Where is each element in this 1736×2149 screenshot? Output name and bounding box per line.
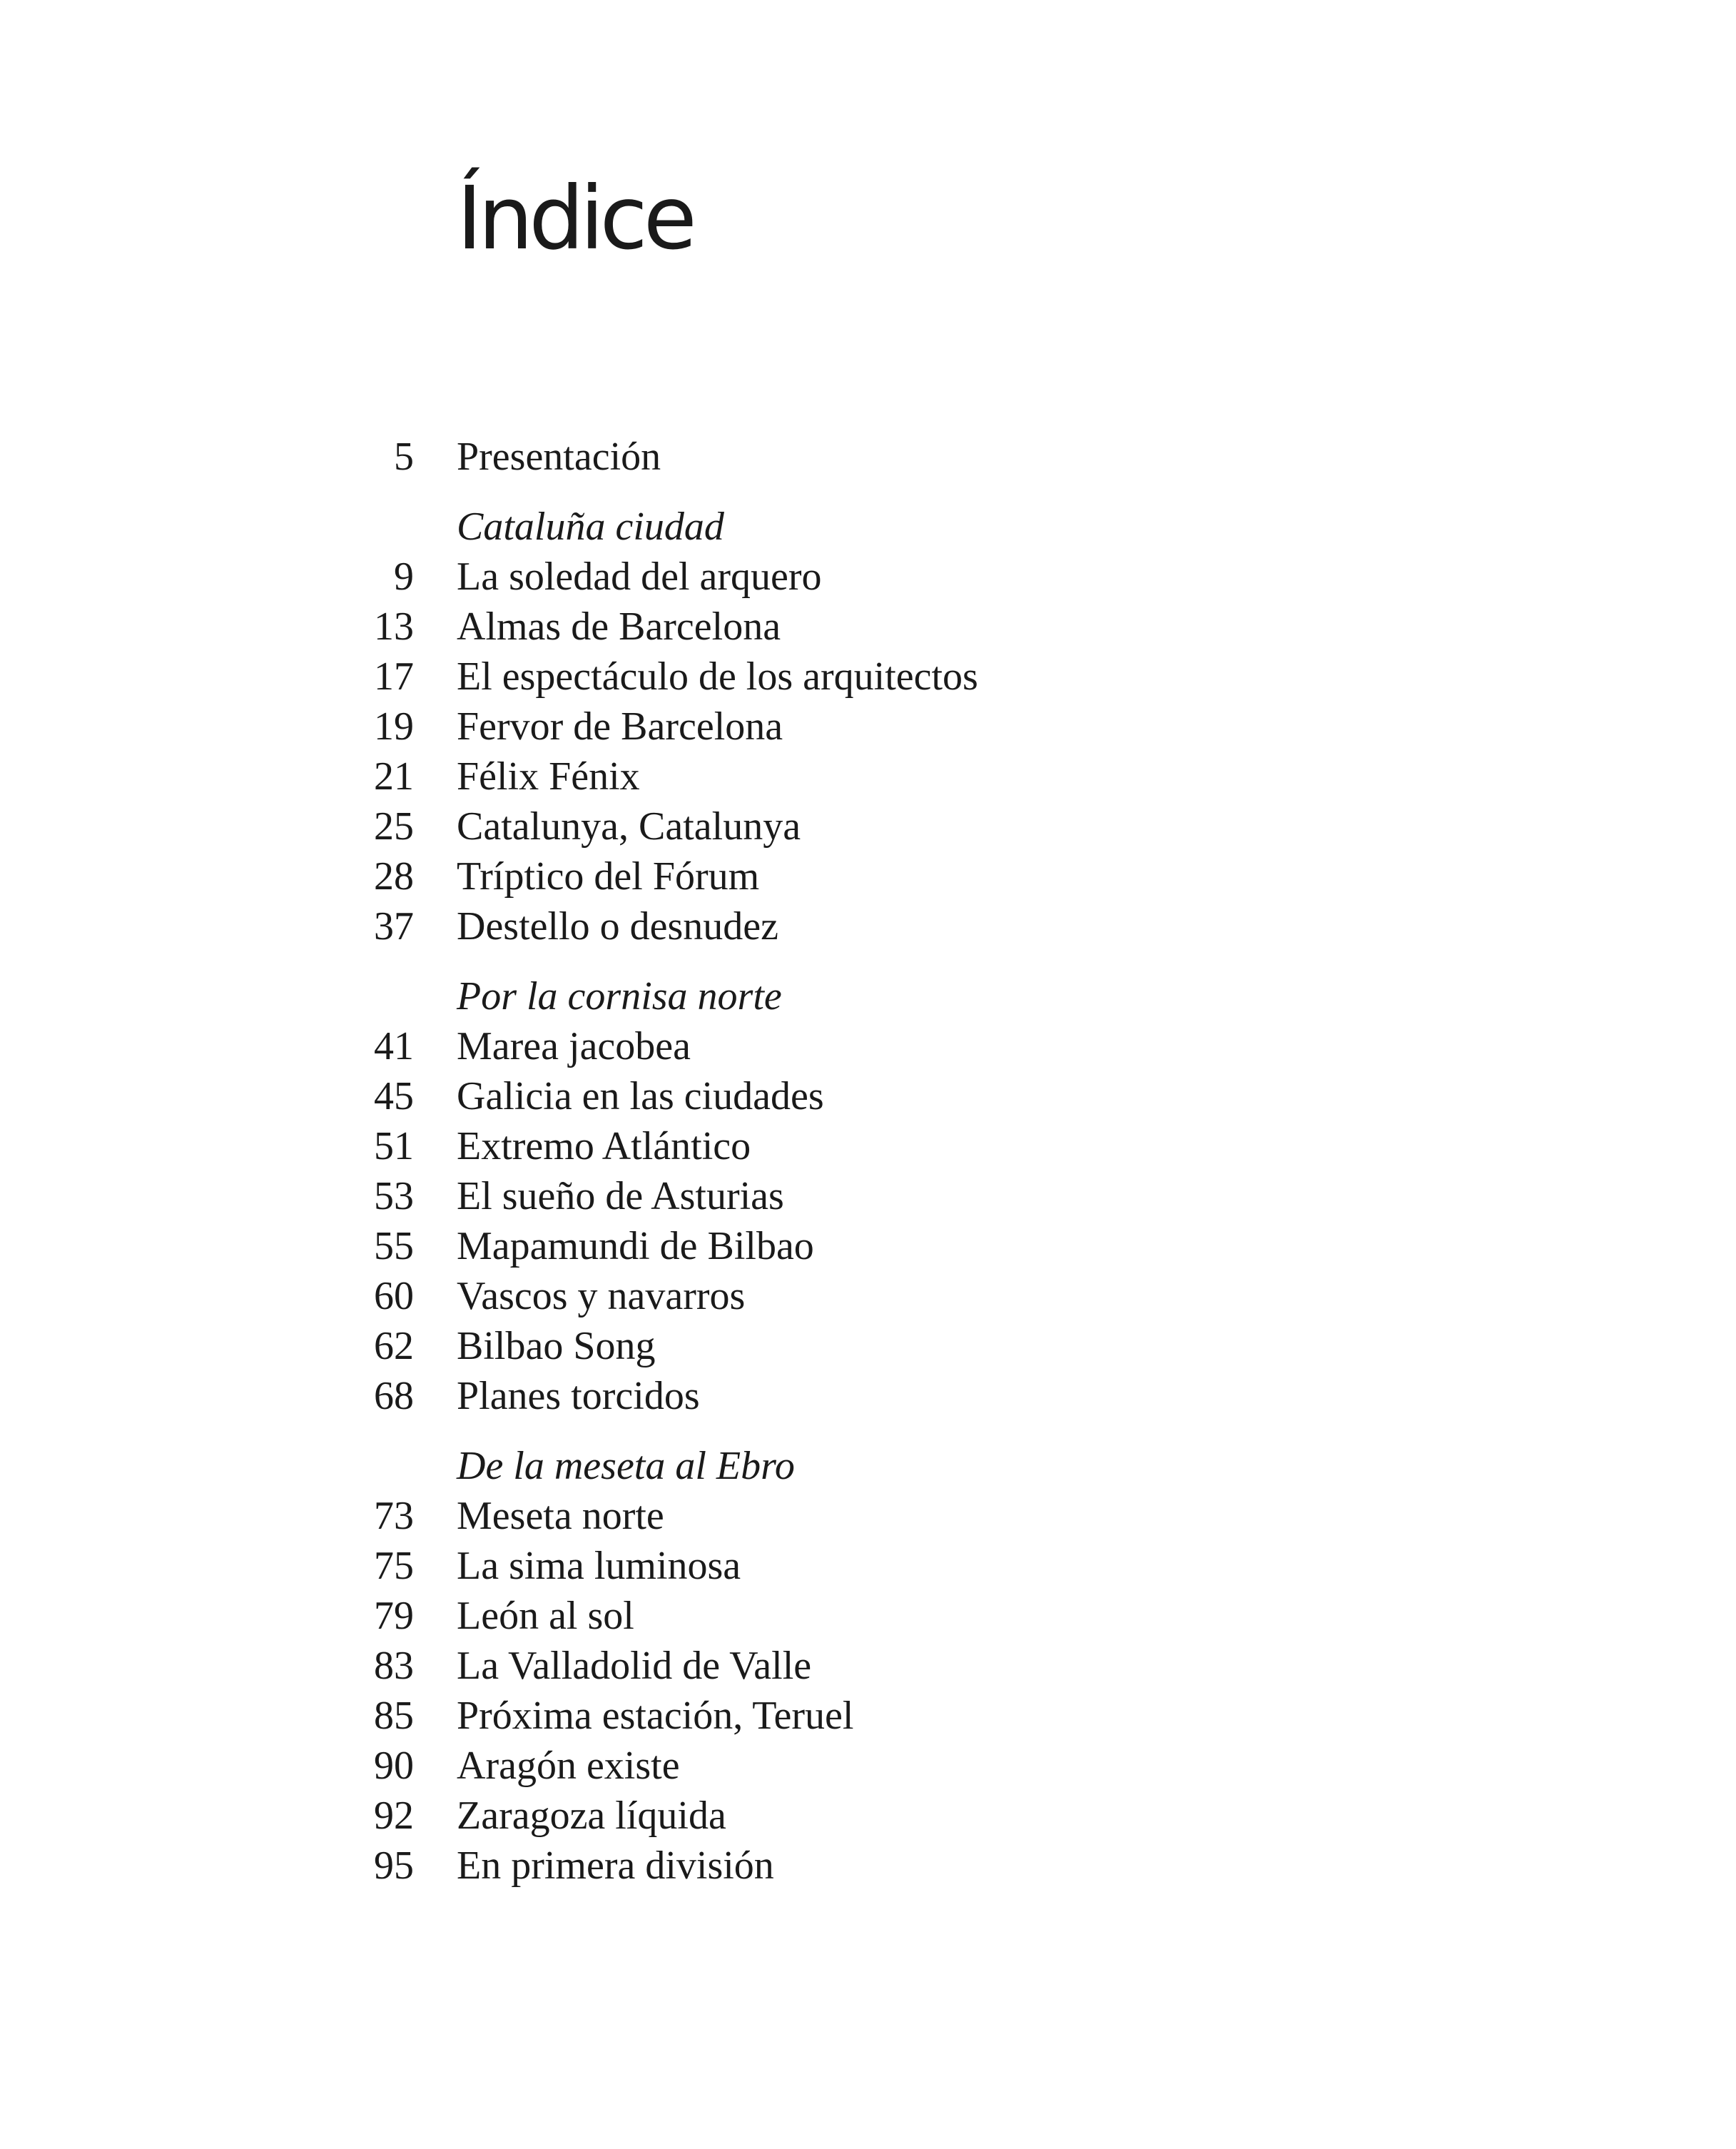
toc-entry [342, 1021, 1413, 1071]
toc-page-number: 25 [374, 804, 414, 849]
toc-entry-title: La sima luminosa [457, 1544, 741, 1588]
toc-entry [342, 1171, 1413, 1221]
toc-entry-title: Próxima estación, Teruel [457, 1694, 854, 1738]
toc-entry [342, 652, 1413, 702]
toc-page-number: 51 [374, 1124, 414, 1168]
toc-entry [342, 1221, 1413, 1271]
toc-entry-title: Galicia en las ciudades [457, 1074, 824, 1118]
toc-entry-title: Destello o desnudez [457, 904, 778, 949]
toc-entry-title: Catalunya, Catalunya [457, 804, 801, 849]
toc-page-number: 28 [374, 854, 414, 899]
toc-entry [342, 851, 1413, 901]
toc-section-heading: De la meseta al Ebro [457, 1444, 795, 1488]
toc-entry [342, 1641, 1413, 1691]
toc-entry-title: León al sol [457, 1594, 634, 1638]
toc-entry-title: En primera división [457, 1844, 774, 1888]
toc-page-number: 45 [374, 1074, 414, 1118]
toc-entry-title: El espectáculo de los arquitectos [457, 654, 978, 699]
toc-section-heading: Por la cornisa norte [457, 974, 782, 1018]
toc-entry-title: La Valladolid de Valle [457, 1644, 812, 1688]
toc-page-number: 53 [374, 1174, 414, 1218]
toc-entry [342, 602, 1413, 652]
page-title: Índice [457, 168, 693, 269]
toc-entry-title: Félix Fénix [457, 754, 640, 799]
toc-entry [342, 1741, 1413, 1791]
toc-entry-title: El sueño de Asturias [457, 1174, 784, 1218]
toc-page-number: 83 [374, 1644, 414, 1688]
toc-page-number: 37 [374, 904, 414, 949]
toc-page-number: 68 [374, 1374, 414, 1418]
toc-entry [342, 702, 1413, 752]
toc-entry-presentacion [342, 432, 1413, 482]
toc-entry-title: Planes torcidos [457, 1374, 700, 1418]
toc-entry [342, 1841, 1413, 1891]
toc-entry-title: Fervor de Barcelona [457, 704, 783, 749]
toc-entry [342, 1071, 1413, 1121]
toc-page-number: 90 [374, 1744, 414, 1788]
toc-section-heading: Cataluña ciudad [457, 505, 724, 549]
toc-entry [342, 1491, 1413, 1541]
toc-entry-title: Marea jacobea [457, 1024, 691, 1068]
toc-page-number: 13 [374, 605, 414, 649]
toc-entry [342, 1591, 1413, 1641]
toc-entry [342, 1321, 1413, 1371]
toc-entry [342, 1271, 1413, 1321]
toc-page-number: 60 [374, 1274, 414, 1318]
toc-page-number: 92 [374, 1794, 414, 1838]
toc-page-number: 17 [374, 654, 414, 699]
toc-page-number: 79 [374, 1594, 414, 1638]
toc-entry-title: Meseta norte [457, 1494, 664, 1538]
toc-page-number: 21 [374, 754, 414, 799]
toc-page-number: 9 [394, 555, 414, 599]
toc-entry-title: Almas de Barcelona [457, 605, 781, 649]
toc-entry [342, 1541, 1413, 1591]
toc-page-number: 55 [374, 1224, 414, 1268]
toc-entry-title: Bilbao Song [457, 1324, 656, 1368]
table-of-contents [342, 432, 1413, 1891]
toc-page-number: 75 [374, 1544, 414, 1588]
toc-entry [342, 1691, 1413, 1741]
toc-page-number: 19 [374, 704, 414, 749]
toc-page-number: 85 [374, 1694, 414, 1738]
toc-entry [342, 1371, 1413, 1421]
toc-entry [342, 1121, 1413, 1171]
toc-entry-title: Extremo Atlántico [457, 1124, 751, 1168]
toc-entry [342, 901, 1413, 951]
toc-entry-title: Presentación [457, 435, 661, 479]
toc-page-number: 73 [374, 1494, 414, 1538]
toc-entry-title: Aragón existe [457, 1744, 680, 1788]
toc-page-number: 41 [374, 1024, 414, 1068]
toc-entry-title: Zaragoza líquida [457, 1794, 726, 1838]
toc-entry [342, 802, 1413, 851]
toc-sections [342, 502, 1413, 1891]
toc-page-number: 5 [394, 435, 414, 479]
toc-entry-title: Tríptico del Fórum [457, 854, 760, 899]
toc-entry [342, 552, 1413, 602]
toc-entry [342, 1791, 1413, 1841]
toc-entry-title: Vascos y navarros [457, 1274, 746, 1318]
toc-entry-title: Mapamundi de Bilbao [457, 1224, 814, 1268]
toc-entry [342, 752, 1413, 802]
toc-entry-title: La soledad del arquero [457, 555, 822, 599]
toc-page-number: 95 [374, 1844, 414, 1888]
toc-page-number: 62 [374, 1324, 414, 1368]
